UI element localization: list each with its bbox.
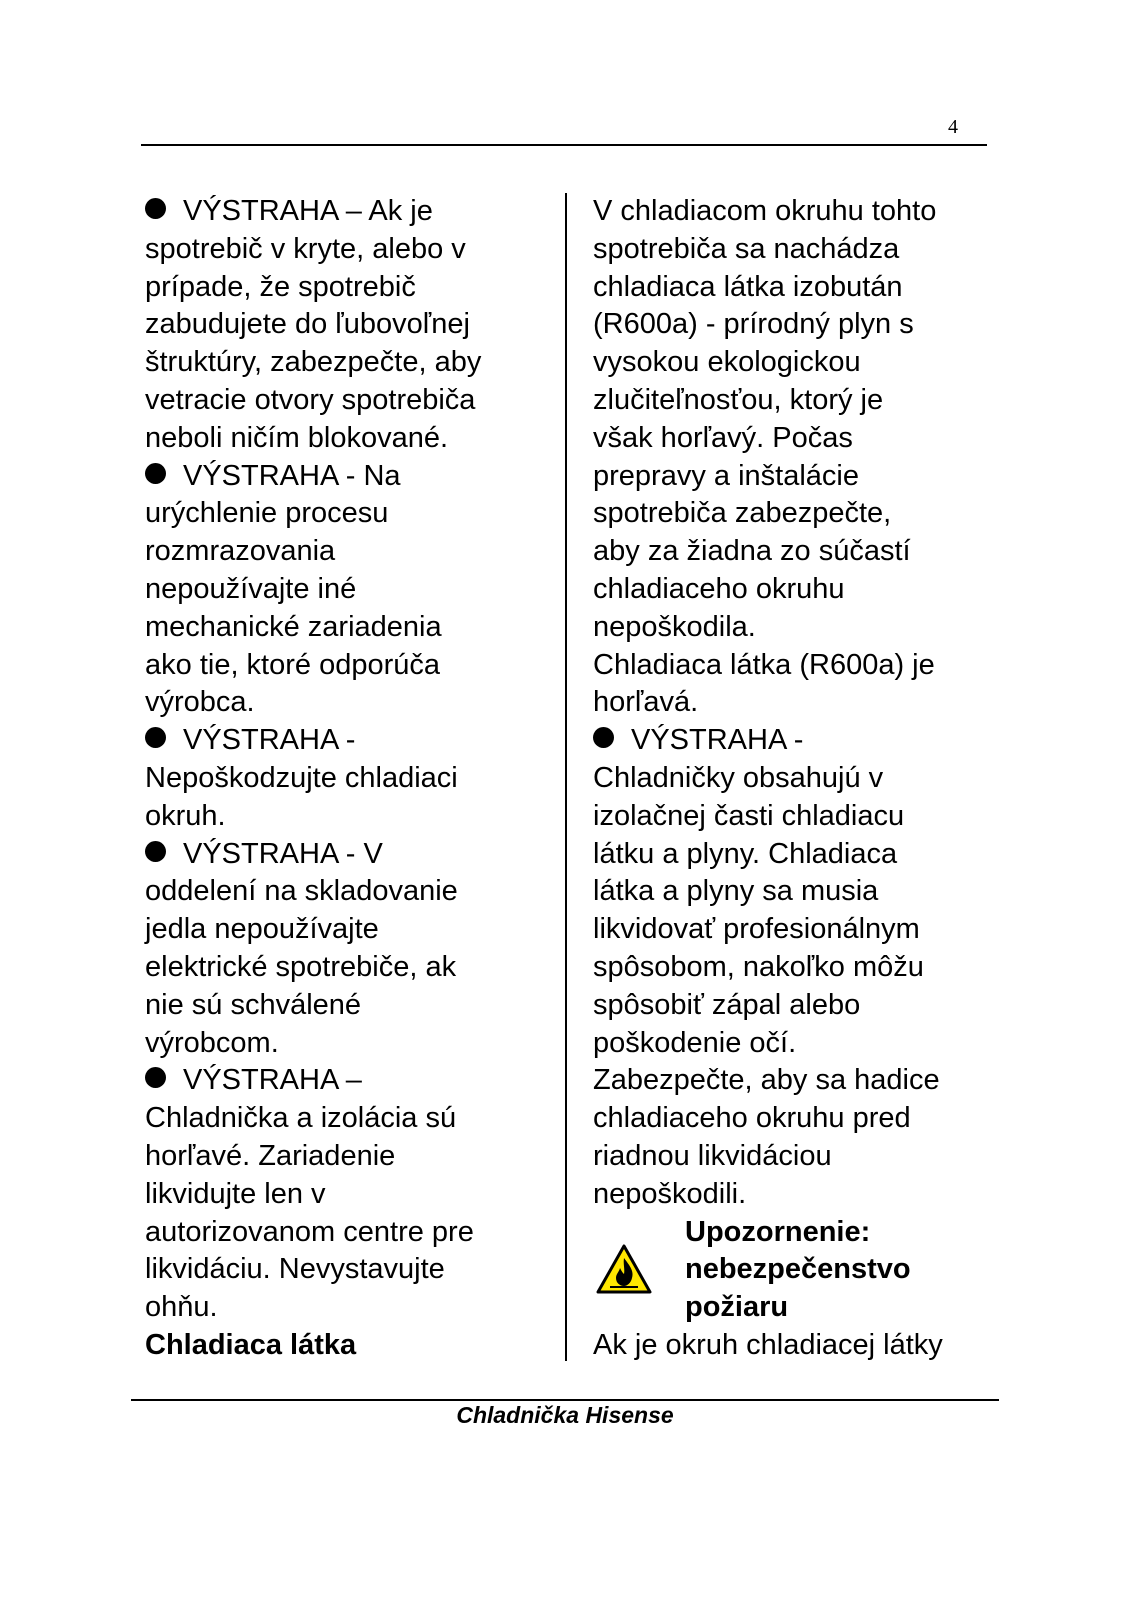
line-text: Zabezpečte, aby sa hadice <box>593 1064 940 1097</box>
text-line <box>145 1251 550 1289</box>
column-divider <box>565 193 567 1361</box>
line-text: spotrebič v kryte, alebo v <box>145 232 466 265</box>
text-line <box>145 533 550 571</box>
fire-warning <box>593 1214 993 1327</box>
line-text: VÝSTRAHA - <box>183 724 356 757</box>
text-line <box>593 533 993 571</box>
line-text: Nepoškodzujte chladiaci <box>145 761 458 794</box>
text-line <box>145 722 550 760</box>
line-text: autorizovanom centre pre <box>145 1215 474 1248</box>
text-line <box>593 684 993 722</box>
line-text: oddelení na skladovanie <box>145 875 458 908</box>
text-line <box>145 231 550 269</box>
text-line <box>145 269 550 307</box>
bullet-icon <box>145 463 166 484</box>
text-line <box>593 571 993 609</box>
line-text: nepoužívajte iné <box>145 572 357 605</box>
line-text: urýchlenie procesu <box>145 497 389 530</box>
line-text: okruh. <box>145 799 226 832</box>
text-line <box>145 798 550 836</box>
line-text: mechanické zariadenia <box>145 610 442 643</box>
bullet-icon <box>145 198 166 219</box>
text-line <box>145 1138 550 1176</box>
line-text: likvidovať profesionálnym <box>593 913 920 946</box>
text-line <box>145 458 550 496</box>
text-line <box>145 344 550 382</box>
text-line <box>145 1214 550 1252</box>
text-line <box>593 1025 993 1063</box>
text-line <box>145 306 550 344</box>
line-text: riadnou likvidáciou <box>593 1139 832 1172</box>
line-text: chladiaceho okruhu pred <box>593 1102 911 1135</box>
line-text: jedla nepoužívajte <box>145 913 379 946</box>
bullet-icon <box>145 1067 166 1088</box>
line-text: zlučiteľnosťou, ktorý je <box>593 383 884 416</box>
line-text: ohňu. <box>145 1291 218 1324</box>
text-line <box>593 760 993 798</box>
text-line <box>593 722 993 760</box>
bullet-icon <box>145 727 166 748</box>
line-text: chladiaceho okruhu <box>593 572 845 605</box>
text-line <box>145 382 550 420</box>
text-line <box>593 306 993 344</box>
text-line <box>593 1062 993 1100</box>
text-line <box>145 1025 550 1063</box>
line-text: elektrické spotrebiče, ak <box>145 950 457 983</box>
line-text: vetracie otvory spotrebiča <box>145 383 476 416</box>
line-text: nepoškodila. <box>593 610 756 643</box>
text-line <box>145 420 550 458</box>
text-line <box>145 193 550 231</box>
text-line <box>593 911 993 949</box>
line-text: aby za žiadna zo súčastí <box>593 535 911 568</box>
line-text: látka a plyny sa musia <box>593 875 879 908</box>
line-text: zabudujete do ľubovoľnej <box>145 308 470 341</box>
text-line <box>145 836 550 874</box>
text-line <box>593 344 993 382</box>
line-text: Chladiaca látka (R600a) je <box>593 648 935 681</box>
section-heading <box>145 1327 550 1365</box>
line-text: však horľavý. Počas <box>593 421 853 454</box>
text-line <box>593 1327 993 1365</box>
bullet-icon <box>593 727 614 748</box>
text-line <box>145 647 550 685</box>
text-line <box>593 1100 993 1138</box>
text-line <box>593 458 993 496</box>
text-line <box>593 873 993 911</box>
fire-hazard-icon <box>596 1244 652 1294</box>
line-text: (R600a) - prírodný plyn s <box>593 308 914 341</box>
text-line <box>145 949 550 987</box>
line-text: výrobca. <box>145 686 255 719</box>
line-text: výrobcom. <box>145 1026 279 1059</box>
line-text: horľavá. <box>593 686 699 719</box>
text-line <box>593 420 993 458</box>
line-text: prepravy a inštalácie <box>593 459 859 492</box>
line-text: nepoškodili. <box>593 1177 747 1210</box>
text-line <box>593 647 993 685</box>
line-text: chladiaca látka izobután <box>593 270 903 303</box>
text-line <box>593 609 993 647</box>
line-text: VÝSTRAHA – <box>183 1064 362 1097</box>
line-text: V chladiacom okruhu tohto <box>593 195 937 227</box>
left-column <box>145 193 550 1365</box>
text-line <box>145 1289 550 1327</box>
text-line <box>593 1138 993 1176</box>
line-text: izolačnej časti chladiacu <box>593 799 905 832</box>
text-line <box>593 836 993 874</box>
line-text: ako tie, ktoré odporúča <box>145 648 441 681</box>
line-text: VÝSTRAHA - <box>631 724 804 757</box>
line-text: VÝSTRAHA - V <box>183 837 383 870</box>
line-text: Ak je okruh chladiacej látky <box>593 1328 943 1361</box>
line-text: VÝSTRAHA – Ak je <box>183 195 433 227</box>
text-line <box>145 873 550 911</box>
line-text: Chladničky obsahujú v <box>593 761 884 794</box>
line-text: spôsobiť zápal alebo <box>593 988 861 1021</box>
text-line <box>145 1176 550 1214</box>
text-line <box>593 949 993 987</box>
line-text: spotrebiča zabezpečte, <box>593 497 892 530</box>
text-line <box>145 571 550 609</box>
line-text: horľavé. Zariadenie <box>145 1139 396 1172</box>
text-line <box>145 987 550 1025</box>
text-line <box>145 1062 550 1100</box>
line-text: likvidujte len v <box>145 1177 326 1210</box>
text-line <box>593 1176 993 1214</box>
line-text: VÝSTRAHA - Na <box>183 459 401 492</box>
line-text: likvidáciu. Nevystavujte <box>145 1253 445 1286</box>
text-line <box>593 231 993 269</box>
text-line <box>593 269 993 307</box>
header-rule <box>141 144 987 146</box>
line-text: vysokou ekologickou <box>593 346 861 379</box>
footer-title: Chladnička Hisense <box>456 1402 674 1428</box>
line-text: Chladnička a izolácia sú <box>145 1102 457 1135</box>
footer-rule <box>131 1399 999 1401</box>
text-line <box>145 495 550 533</box>
text-line <box>593 798 993 836</box>
line-text: neboli ničím blokované. <box>145 421 449 454</box>
warning-line: nebezpečenstvo <box>685 1253 911 1286</box>
text-line <box>145 760 550 798</box>
line-text: poškodenie očí. <box>593 1026 797 1059</box>
text-line <box>593 382 993 420</box>
text-line <box>145 609 550 647</box>
line-text: nie sú schválené <box>145 988 362 1021</box>
text-line <box>145 684 550 722</box>
warning-line: požiaru <box>685 1291 789 1324</box>
line-text: spôsobom, nakoľko môžu <box>593 950 924 983</box>
bullet-icon <box>145 841 166 862</box>
text-line <box>593 495 993 533</box>
right-column-text-before <box>593 193 993 1214</box>
line-text: prípade, že spotrebič <box>145 270 416 303</box>
line-text: látku a plyny. Chladiaca <box>593 837 898 870</box>
right-column <box>593 193 993 1365</box>
text-line <box>145 911 550 949</box>
right-column-text-after <box>593 1327 993 1365</box>
fire-warning-text <box>685 1214 911 1327</box>
text-line <box>593 987 993 1025</box>
line-text: spotrebiča sa nachádza <box>593 232 900 265</box>
line-text: štruktúry, zabezpečte, aby <box>145 346 482 379</box>
line-text: rozmrazovania <box>145 535 336 568</box>
text-line <box>593 193 993 231</box>
page-number: 4 <box>948 116 958 138</box>
warning-line: Upozornenie: <box>685 1215 871 1248</box>
text-line <box>145 1100 550 1138</box>
line-text: Chladiaca látka <box>145 1328 357 1361</box>
